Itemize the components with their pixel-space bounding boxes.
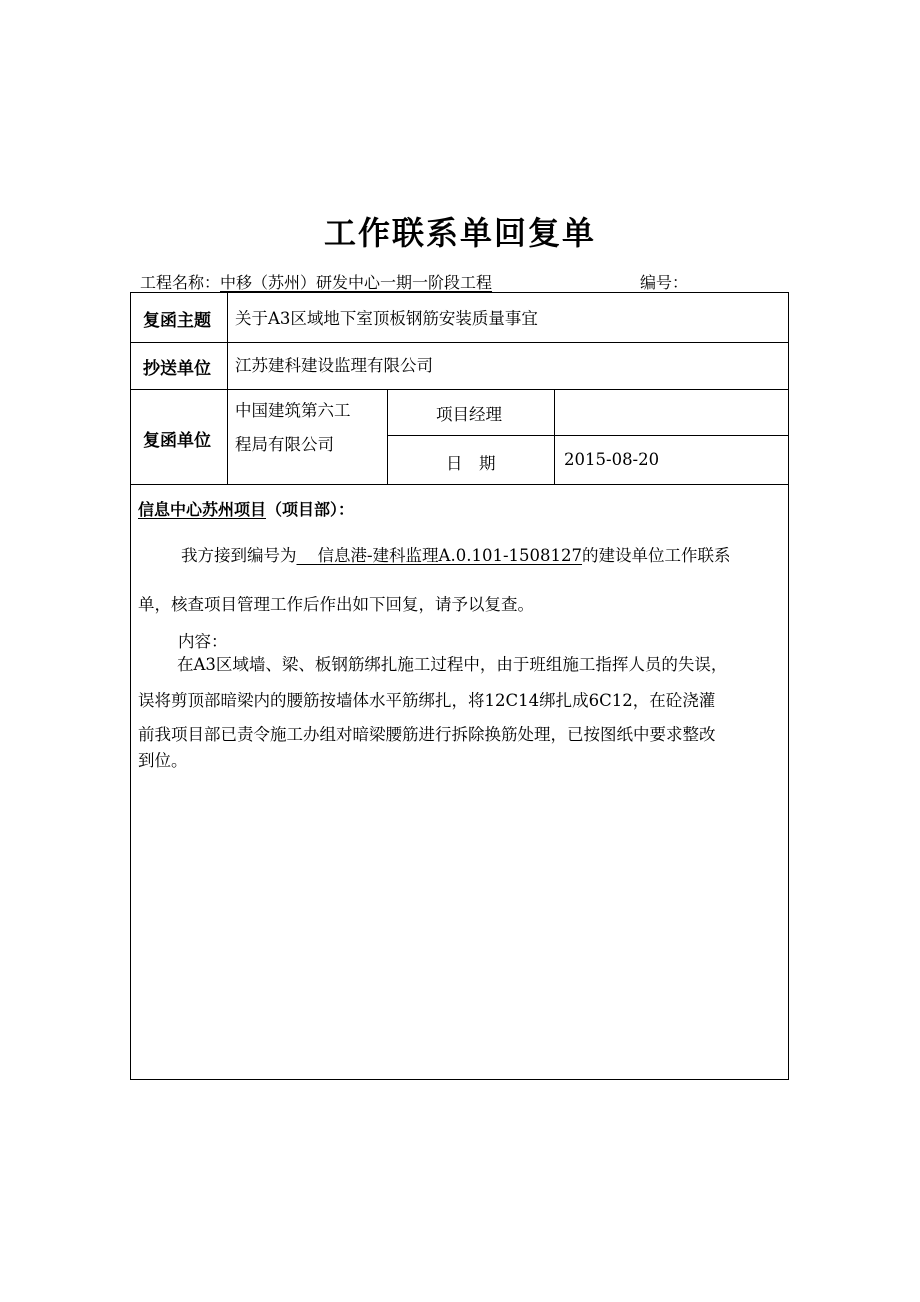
column-divider	[227, 293, 228, 484]
number-label: 编号：	[640, 273, 689, 292]
subject-label: 复函主题	[143, 311, 211, 331]
column-divider	[554, 389, 555, 484]
column-divider	[387, 389, 388, 484]
header-line	[140, 270, 790, 292]
date-label: 日 期	[446, 454, 496, 473]
recipient-suffix: （项目部）：	[266, 500, 355, 519]
reply-form	[130, 292, 789, 1080]
paragraph-1-line-1	[181, 542, 731, 566]
reference-number	[297, 546, 583, 565]
content-line-2: 误将剪顶部暗梁内的腰筋按墙体水平筋绑扎，将12C14绑扎成6C12，在砼浇灌	[138, 691, 716, 710]
reply-unit-label: 复函单位	[143, 431, 211, 451]
recipient-name: 信息中心苏州项目	[138, 500, 267, 519]
subject-value: 关于A3区域地下室顶板钢筋安装质量事宜	[235, 309, 538, 328]
number-field	[640, 270, 772, 293]
number-blank	[688, 276, 772, 293]
para1-suffix: 的建设单位工作联系	[582, 546, 731, 565]
project-name-field	[140, 270, 492, 293]
row-divider	[131, 342, 788, 343]
recipient	[138, 497, 354, 520]
document-title: 工作联系单回复单	[323, 214, 596, 252]
reference-text: 信息港-建科监理A.0.101-1508127	[317, 546, 583, 565]
pm-label: 项目经理	[436, 405, 502, 424]
paragraph-1-line-2: 单，核查项目管理工作后作出如下回复，请予以复查。	[138, 595, 534, 614]
reply-unit-value	[235, 394, 351, 462]
date-value: 2015-08-20	[564, 450, 660, 469]
para1-prefix: 我方接到编号为	[181, 546, 297, 565]
row-divider	[131, 389, 788, 390]
content-line-1: 在A3区域墙、梁、板钢筋绑扎施工过程中，由于班组施工指挥人员的失误，	[177, 655, 728, 674]
content-line-4: 到位。	[138, 751, 188, 770]
cc-label: 抄送单位	[143, 359, 211, 379]
row-divider	[387, 435, 788, 436]
reply-unit-line1: 中国建筑第六工	[235, 401, 351, 420]
row-divider	[131, 484, 788, 485]
cc-value: 江苏建科建设监理有限公司	[235, 356, 433, 375]
project-name: 中移（苏州）研发中心一期一阶段工程	[220, 273, 493, 292]
content-label: 内容：	[178, 632, 228, 651]
project-label: 工程名称：	[140, 273, 221, 292]
content-line-3: 前我项目部已责令施工办组对暗梁腰筋进行拆除换筋处理，已按图纸中要求整改	[138, 725, 716, 744]
reply-unit-line2: 程局有限公司	[235, 435, 334, 454]
